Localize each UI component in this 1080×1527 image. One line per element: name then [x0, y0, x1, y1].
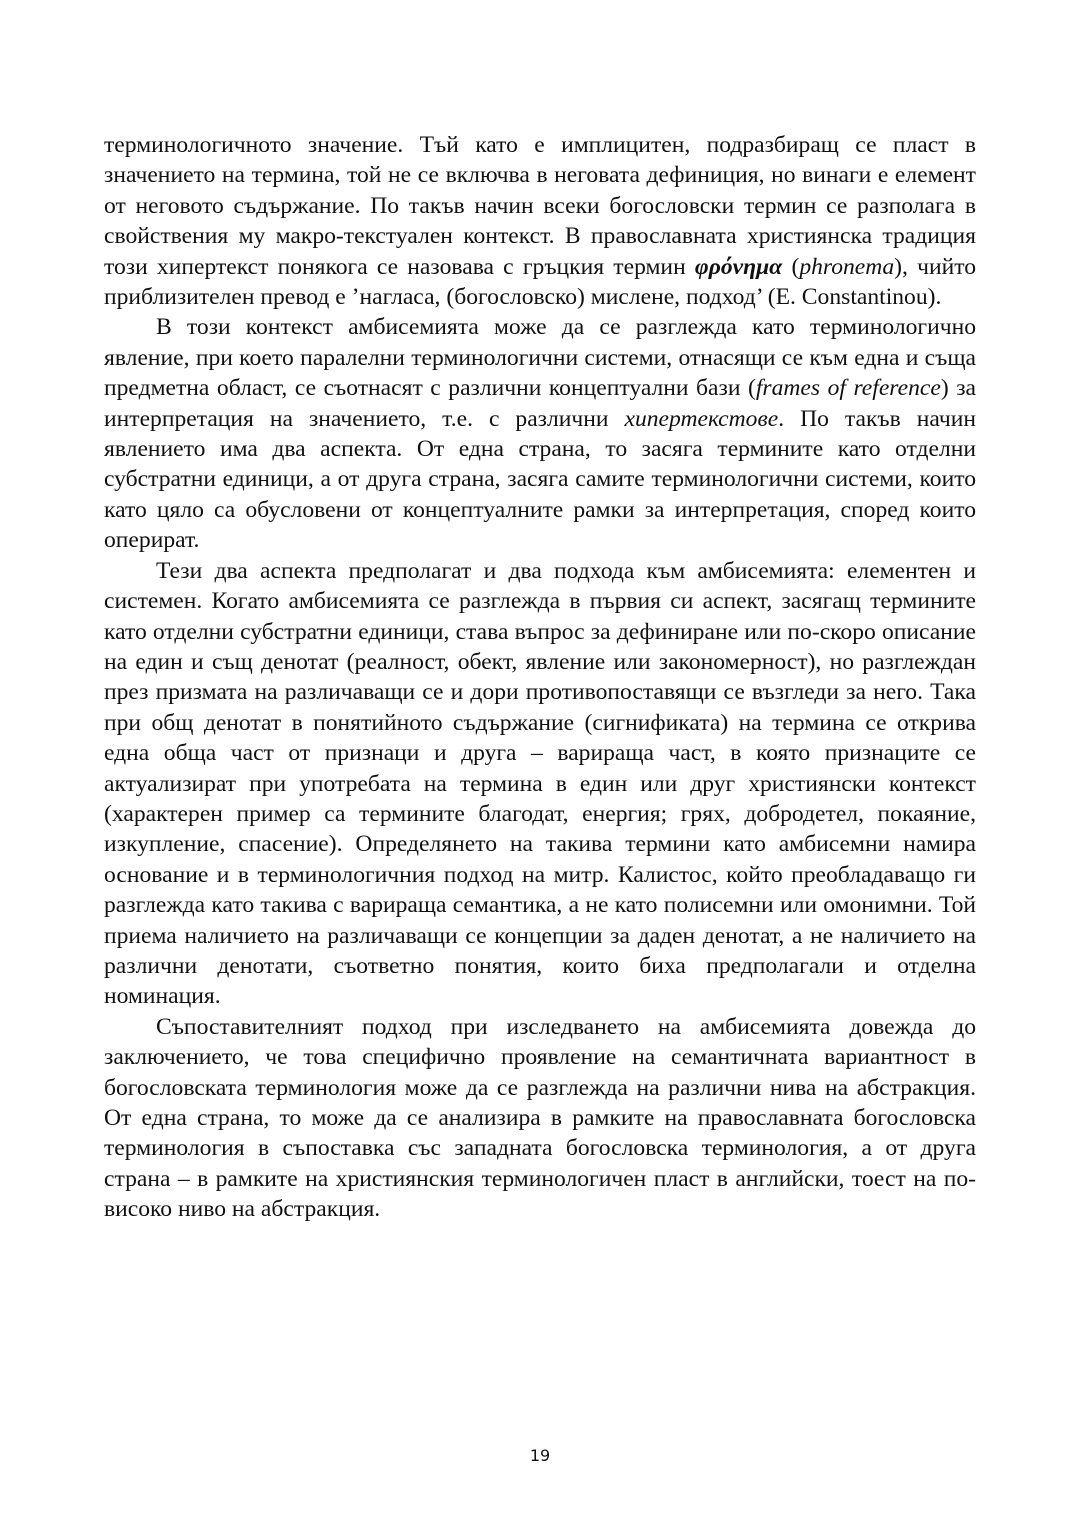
paragraph-2-text-b: ) за интерпретация на значението, т.е. с различни	[104, 375, 976, 432]
term-hypertexts: хипертекстове	[624, 405, 779, 432]
term-phronema-latin: phronema	[799, 253, 895, 280]
term-frames-of-reference: frames of reference	[755, 375, 941, 402]
paragraph-4: Съпоставителният подход при изследването на амбисемията довежда до заключението, че това специфично проявление на семантичната вариантност в богословската терминология може да се разглежда на различни нива на абстракция. От една страна, то може да се анализира в рамките на православната богословска терминология в съпоставка със западната богословска терминология, а от друга страна – в рамките на християнския терминологичен пласт в английски, тоест на по-високо ниво на абстракция.	[104, 1013, 976, 1223]
paragraph-2	[104, 312, 976, 555]
paragraph-3: Тези два аспекта предполагат и два подхода към амбисемията: елементен и системен. Когато амбисемията се разглежда в първия си аспект, засягащ термините като отделни субстратни единици, става въпрос за дефиниране или по-скоро описание на един и същ денотат (реалност, обект, явление или закономерност), но разглеждан през призмата на различаващи се и дори противопоставящи се възгледи за него. Така при общ денотат в понятийното съдържание (сигнификата) на термина се открива една обща част от признаци и друга – варираща част, в която признаците се актуализират при употребата на термина в един или друг християнски контекст (характерен пример са термините благодат, енергия; грях, добродетел, покаяние, изкупление, спасение). Определянето на такива термини като амбисемни намира основание и в терминологичния подход на митр. Калистос, който преобладаващо ги разглежда като такива с варираща семантика, а не като полисемни или омонимни. Той приема наличието на различаващи се концепции за даден денотат, а не наличието на различни денотати, съответно понятия, които биха предполагали и отделна номинация.	[104, 557, 976, 1010]
document-body	[104, 130, 976, 1225]
paragraph-1-text-b: (	[782, 253, 800, 280]
paragraph-2-text-a: В този контекст амбисемията може да се разглежда като терминологично явление, при което паралелни терминологични системи, отнасящи се към една и съща предметна област, се съотнасят с различни концептуални бази (	[104, 314, 976, 402]
paragraph-1	[104, 130, 976, 312]
paragraph-1-text-a: терминологичното значение. Тъй като е имплицитен, подразбиращ се пласт в значението на термина, той не се включва в неговата дефиниция, но винаги е елемент от неговото съдържание. По такъв начин всеки богословски термин се разполага в свойствения му макро-текстуален контекст. В православната християнска традиция този хипертекст понякога се назовава с гръцкия термин	[104, 132, 976, 280]
page-number: 19	[529, 1446, 551, 1465]
paragraph-2-text-c: . По такъв начин явлението има два аспекта. От една страна, то засяга термините като отделни субстратни единици, а от друга страна, засяга самите терминологични системи, които като цяло са обусловени от концептуалните рамки за интерпретация, според които оперират.	[104, 405, 976, 554]
paragraph-1-text-c: ), чийто приблизителен превод е ’нагласа, (богословско) мислене, подход’ (E. Constantinou).	[104, 253, 976, 311]
greek-term-phronema: φρόνημα	[694, 253, 783, 280]
